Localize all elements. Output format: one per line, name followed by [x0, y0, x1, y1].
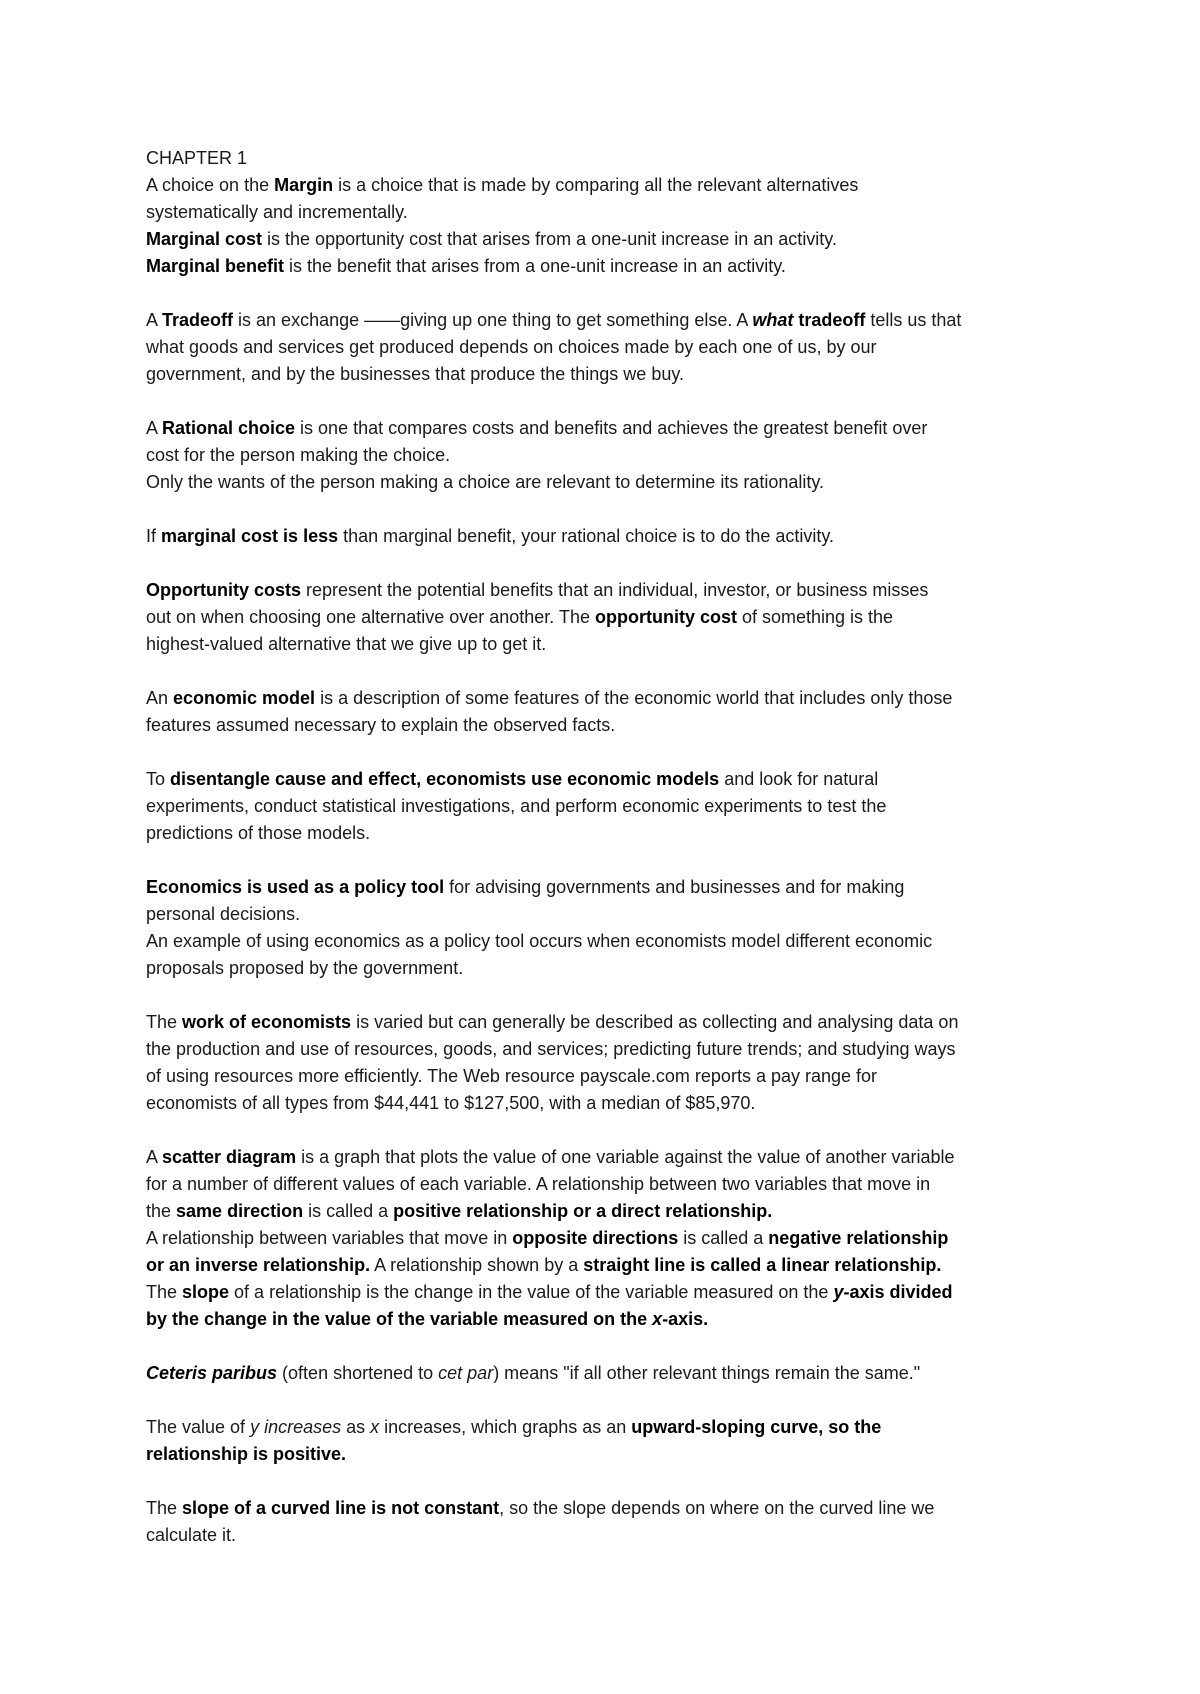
term-y-axis-divided: -axis divided	[843, 1282, 953, 1302]
text-span: is called a	[678, 1228, 769, 1248]
term-relationship-positive: relationship is positive.	[146, 1444, 347, 1464]
term-scatter-diagram: scatter diagram	[162, 1147, 297, 1167]
text-span: A	[146, 418, 163, 438]
text-span: An	[146, 688, 174, 708]
model-line-2: features assumed necessary to explain the observed facts.	[146, 715, 616, 735]
margin-definition-line-1	[146, 172, 1086, 199]
text-span: is an exchange ——giving up one thing to get something else. A	[233, 310, 753, 330]
policy-line-4: proposals proposed by the government.	[146, 958, 464, 978]
term-opposite-directions: opposite directions	[512, 1228, 679, 1248]
text-span: for advising governments and businesses and for making	[444, 877, 905, 897]
term-same-direction: same direction	[176, 1201, 304, 1221]
scatter-line-2: for a number of different values of each variable. A relationship between two variables that move in	[146, 1174, 931, 1194]
term-upward-sloping: upward-sloping curve, so the	[631, 1417, 882, 1437]
term-slope-curved: slope of a curved line is not constant	[182, 1498, 500, 1518]
tradeoff-line-3: government, and by the businesses that produce the things we buy.	[146, 364, 685, 384]
paragraph-gap	[146, 1468, 1086, 1495]
text-span: is a description of some features of the economic world that includes only those	[315, 688, 953, 708]
term-cet-par: cet par	[438, 1363, 494, 1383]
term-tradeoff: Tradeoff	[162, 310, 234, 330]
rational-line-1	[146, 415, 1086, 442]
opportunity-line-3: highest-valued alternative that we give up to get it.	[146, 634, 547, 654]
term-slope: slope	[182, 1282, 230, 1302]
text-span: than marginal benefit, your rational choice is to do the activity.	[338, 526, 835, 546]
marginal-less-line	[146, 523, 1086, 550]
text-span: The value of	[146, 1417, 251, 1437]
work-line-1	[146, 1009, 1086, 1036]
text-span: out on when choosing one alternative over another. The	[146, 607, 595, 627]
term-what-tradeoff: tradeoff	[793, 310, 866, 330]
document-page	[146, 145, 1086, 1549]
term-economic-model: economic model	[173, 688, 316, 708]
text-span: is called a	[303, 1201, 394, 1221]
text-span: as	[341, 1417, 371, 1437]
text-span: represent the potential benefits that an individual, investor, or business misses	[301, 580, 929, 600]
term-marginal-cost: Marginal cost	[146, 229, 263, 249]
policy-line-3: An example of using economics as a policy tool occurs when economists model different economic	[146, 931, 933, 951]
term-positive-relationship: positive relationship or a direct relationship.	[393, 1201, 773, 1221]
term-negative-relationship: negative relationship	[768, 1228, 949, 1248]
term-y: y	[833, 1282, 844, 1302]
work-line-4: economists of all types from $44,441 to $127,500, with a median of $85,970.	[146, 1093, 756, 1113]
term-x-italic: x	[370, 1417, 380, 1437]
text-span: is the opportunity cost that arises from a one-unit increase in an activity.	[262, 229, 837, 249]
term-what: what	[752, 310, 794, 330]
paragraph-gap	[146, 280, 1086, 307]
opportunity-line-1	[146, 577, 1086, 604]
text-span: tells us that	[865, 310, 962, 330]
model-line-1	[146, 685, 1086, 712]
text-span: ) means "if all other relevant things remain the same."	[493, 1363, 921, 1383]
text-span: and look for natural	[719, 769, 879, 789]
paragraph-gap	[146, 1117, 1086, 1144]
term-x: x	[652, 1309, 663, 1329]
curved-line-1	[146, 1495, 1086, 1522]
scatter-line-3	[146, 1198, 1086, 1225]
policy-line-1	[146, 874, 1086, 901]
paragraph-gap	[146, 496, 1086, 523]
marginal-benefit-definition	[146, 253, 1086, 280]
text-span: The	[146, 1498, 183, 1518]
tradeoff-line-1	[146, 307, 1086, 334]
term-marginal-benefit: Marginal benefit	[146, 256, 285, 276]
text-span: The	[146, 1012, 183, 1032]
scatter-line-6	[146, 1279, 1086, 1306]
text-span: of a relationship is the change in the value of the variable measured on the	[229, 1282, 834, 1302]
rational-line-3: Only the wants of the person making a choice are relevant to determine its rationality.	[146, 472, 825, 492]
ceteris-paribus-line	[146, 1360, 1086, 1387]
scatter-line-5	[146, 1252, 1086, 1279]
term-margin: Margin	[274, 175, 334, 195]
term-work-of-economists: work of economists	[182, 1012, 352, 1032]
paragraph-gap	[146, 1387, 1086, 1414]
paragraph-gap	[146, 1333, 1086, 1360]
disentangle-line-3: predictions of those models.	[146, 823, 371, 843]
paragraph-gap	[146, 388, 1086, 415]
term-policy-tool: Economics is used as a policy tool	[146, 877, 445, 897]
paragraph-gap	[146, 658, 1086, 685]
text-span: , so the slope depends on where on the curved line we	[499, 1498, 935, 1518]
upward-line-2	[146, 1441, 1086, 1468]
rational-line-2: cost for the person making the choice.	[146, 445, 451, 465]
term-x-axis: -axis.	[662, 1309, 709, 1329]
text-span: A	[146, 310, 163, 330]
curved-line-2: calculate it.	[146, 1525, 237, 1545]
text-span: is one that compares costs and benefits and achieves the greatest benefit over	[295, 418, 928, 438]
paragraph-gap	[146, 739, 1086, 766]
paragraph-gap	[146, 982, 1086, 1009]
text-span: the	[146, 1201, 177, 1221]
text-span: is a graph that plots the value of one variable against the value of another variable	[296, 1147, 955, 1167]
text-span: of something is the	[736, 607, 894, 627]
marginal-cost-definition	[146, 226, 1086, 253]
term-marginal-cost-less: marginal cost is less	[161, 526, 339, 546]
text-span: is the benefit that arises from a one-unit increase in an activity.	[284, 256, 786, 276]
chapter-heading: CHAPTER 1	[146, 148, 248, 168]
disentangle-line-1	[146, 766, 1086, 793]
text-span: A	[146, 1147, 163, 1167]
text-span: is a choice that is made by comparing all the relevant alternatives	[333, 175, 859, 195]
text-span: increases, which graphs as an	[379, 1417, 632, 1437]
text-span: A relationship shown by a	[370, 1255, 584, 1275]
disentangle-line-2: experiments, conduct statistical investigations, and perform economic experiments to test the	[146, 796, 887, 816]
text-span: A choice on the	[146, 175, 275, 195]
scatter-line-7	[146, 1306, 1086, 1333]
term-ceteris-paribus: Ceteris paribus	[146, 1363, 278, 1383]
scatter-line-4	[146, 1225, 1086, 1252]
term-disentangle: disentangle cause and effect, economists use economic models	[170, 769, 720, 789]
scatter-line-1	[146, 1144, 1086, 1171]
upward-line-1	[146, 1414, 1086, 1441]
text-span: (often shortened to	[277, 1363, 439, 1383]
opportunity-line-2	[146, 604, 1086, 631]
work-line-2: the production and use of resources, goods, and services; predicting future trends; and studying ways	[146, 1039, 956, 1059]
term-change-in-value: by the change in the value of the variable measured on the	[146, 1309, 653, 1329]
text-span: is varied but can generally be described as collecting and analysing data on	[351, 1012, 959, 1032]
policy-line-2: personal decisions.	[146, 904, 301, 924]
margin-definition-line-2: systematically and incrementally.	[146, 202, 408, 222]
tradeoff-line-2: what goods and services get produced depends on choices made by each one of us, by our	[146, 337, 877, 357]
text-span: The	[146, 1282, 183, 1302]
term-opportunity-costs: Opportunity costs	[146, 580, 302, 600]
term-linear-relationship: straight line is called a linear relationship.	[583, 1255, 942, 1275]
text-span: To	[146, 769, 171, 789]
paragraph-gap	[146, 847, 1086, 874]
work-line-3: of using resources more efficiently. The Web resource payscale.com reports a pay range for	[146, 1066, 878, 1086]
term-opportunity-cost: opportunity cost	[594, 607, 737, 627]
term-rational-choice: Rational choice	[162, 418, 296, 438]
text-span: If	[146, 526, 162, 546]
paragraph-gap	[146, 550, 1086, 577]
term-inverse-relationship: or an inverse relationship.	[146, 1255, 371, 1275]
term-y-increases: y increases	[250, 1417, 342, 1437]
text-span: A relationship between variables that move in	[146, 1228, 513, 1248]
